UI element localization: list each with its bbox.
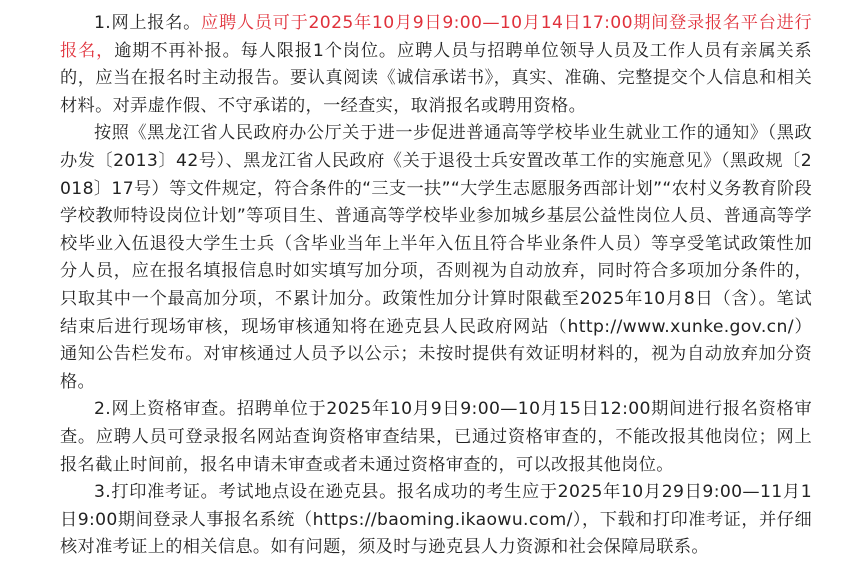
paragraph-print-admission-ticket: 3.打印准考证。考试地点设在逊克县。报名成功的考生应于2025年10月29日9:00—11月1日9:00期间登录人事报名系统（https://baoming.ikaowu.com/），下载和打印准考证，并仔细核对准考证上的相关信息。如有问题，须及时与逊克县人力资源和社会保障局联系。	[60, 482, 812, 558]
registration-details: 逾期不再补报。每人限报1个岗位。应聘人员与招聘单位领导人员及工作人员有亲属关系的，应当在报名时主动报告。要认真阅读《诚信承诺书》，真实、准确、完整提交个人信息和相关材料。对弄虚作假、不守承诺的，一经查实，取消报名或聘用资格。	[60, 40, 812, 116]
paragraph-policy-bonus-points: 按照《黑龙江省人民政府办公厅关于进一步促进普通高等学校毕业生就业工作的通知》（黑政办发〔2013〕42号）、黑龙江省人民政府《关于退役士兵安置改革工作的实施意见》（黑政规〔2018〕17号）等文件规定，符合条件的“三支一扶”“大学生志愿服务西部计划”“农村义务教育阶段学校教师特设岗位计划”等项目生、普通高等学校毕业参加城乡基层公益性岗位人员、普通高等学校毕业入伍退役大学生士兵（含毕业当年上半年入伍且符合毕业条件人员）等享受笔试政策性加分人员，应在报名填报信息时如实填写加分项，否则视为自动放弃，同时符合多项加分条件的，只取其中一个最高加分项，不累计加分。政策性加分计算时限截至2025年10月8日（含）。笔试结束后进行现场审核，现场审核通知将在逊克县人民政府网站（http://www.xunke.gov.cn/）通知公告栏发布。对审核通过人员予以公示；未按时提供有效证明材料的，视为自动放弃加分资格。	[60, 123, 812, 392]
registration-heading: 1.网上报名。	[94, 13, 202, 33]
paragraph-online-qualification-review: 2.网上资格审查。招聘单位于2025年10月9日9:00—10月15日12:00期间进行报名资格审查。应聘人员可登录报名网站查询资格审查结果，已通过资格审查的，不能改报其他岗位；网上报名截止时间前，报名申请未审查或者未通过资格审查的，可以改报其他岗位。	[60, 399, 812, 475]
article-body	[60, 0, 812, 562]
registration-period-highlight: 应聘人员可于2025年10月9日9:00—10月14日17:00期间登录报名平台进行报名，	[60, 13, 812, 61]
paragraph-online-registration	[60, 10, 812, 120]
